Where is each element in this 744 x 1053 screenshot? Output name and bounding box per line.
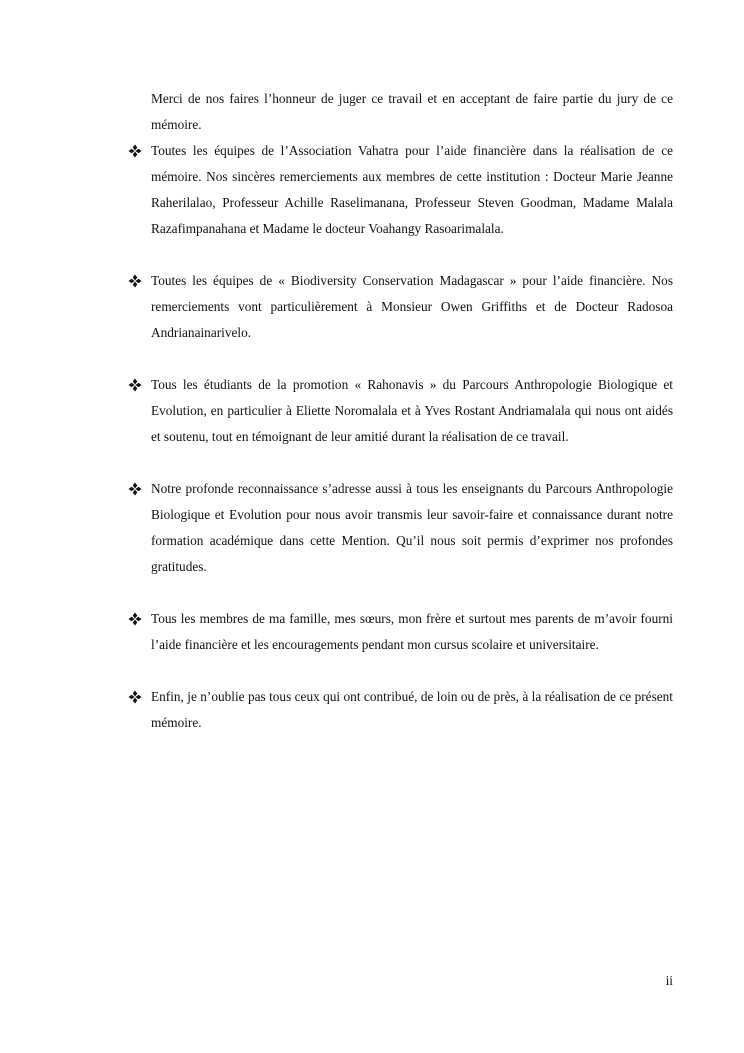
paragraph-text: Tous les étudiants de la promotion « Rahonavis » du Parcours Anthropologie Biologique et Evolution, en particulier à Eliette Noromalala et à Yves Rostant Andriamalala qui nous ont aidés et soutenu, tout en témoignant de leur amitié durant la réalisation de ce travail. — [151, 377, 673, 444]
paragraph-students — [128, 372, 673, 450]
paragraph-text: Tous les membres de ma famille, mes sœurs, mon frère et surtout mes parents de m’avoir fourni l’aide financière et les encouragements pendant mon cursus scolaire et universitaire. — [151, 611, 673, 652]
diamond-bullet-icon — [128, 612, 142, 626]
page-number: ii — [665, 973, 673, 988]
paragraph-text: Toutes les équipes de l’Association Vahatra pour l’aide financière dans la réalisation de ce mémoire. Nos sincères remerciements aux membres de cette institution : Docteur Marie Jeanne Raherilalao, Professeur Achille Raselimanana, Professeur Steven Goodman, Madame Malala Razafimpanahana et Madame le docteur Voahangy Rasoarimalala. — [151, 143, 673, 236]
diamond-bullet-icon — [128, 690, 142, 704]
acknowledgements-body — [128, 86, 673, 736]
paragraph-text: Toutes les équipes de « Biodiversity Conservation Madagascar » pour l’aide financière. Nos remerciements vont particulièrement à Monsieur Owen Griffiths et de Docteur Radosoa Andrianainarivelo. — [151, 273, 673, 340]
paragraph-text: Enfin, je n’oublie pas tous ceux qui ont contribué, de loin ou de près, à la réalisation de ce présent mémoire. — [151, 689, 673, 730]
diamond-bullet-icon — [128, 482, 142, 496]
paragraph-final — [128, 684, 673, 736]
paragraph-text: Merci de nos faires l’honneur de juger ce travail et en acceptant de faire partie du jury de ce mémoire. — [151, 91, 673, 132]
paragraph-vahatra — [128, 138, 673, 242]
paragraph-teachers — [128, 476, 673, 580]
paragraph-text: Notre profonde reconnaissance s’adresse aussi à tous les enseignants du Parcours Anthropologie Biologique et Evolution pour nous avoir transmis leur savoir-faire et connaissance durant notre formation académique dans cette Mention. Qu’il nous soit permis d’exprimer nos profondes gratitudes. — [151, 481, 673, 574]
diamond-bullet-icon — [128, 274, 142, 288]
paragraph-family — [128, 606, 673, 658]
diamond-bullet-icon — [128, 144, 142, 158]
diamond-bullet-icon — [128, 378, 142, 392]
paragraph-bcm — [128, 268, 673, 346]
paragraph-jury-thanks — [128, 86, 673, 138]
